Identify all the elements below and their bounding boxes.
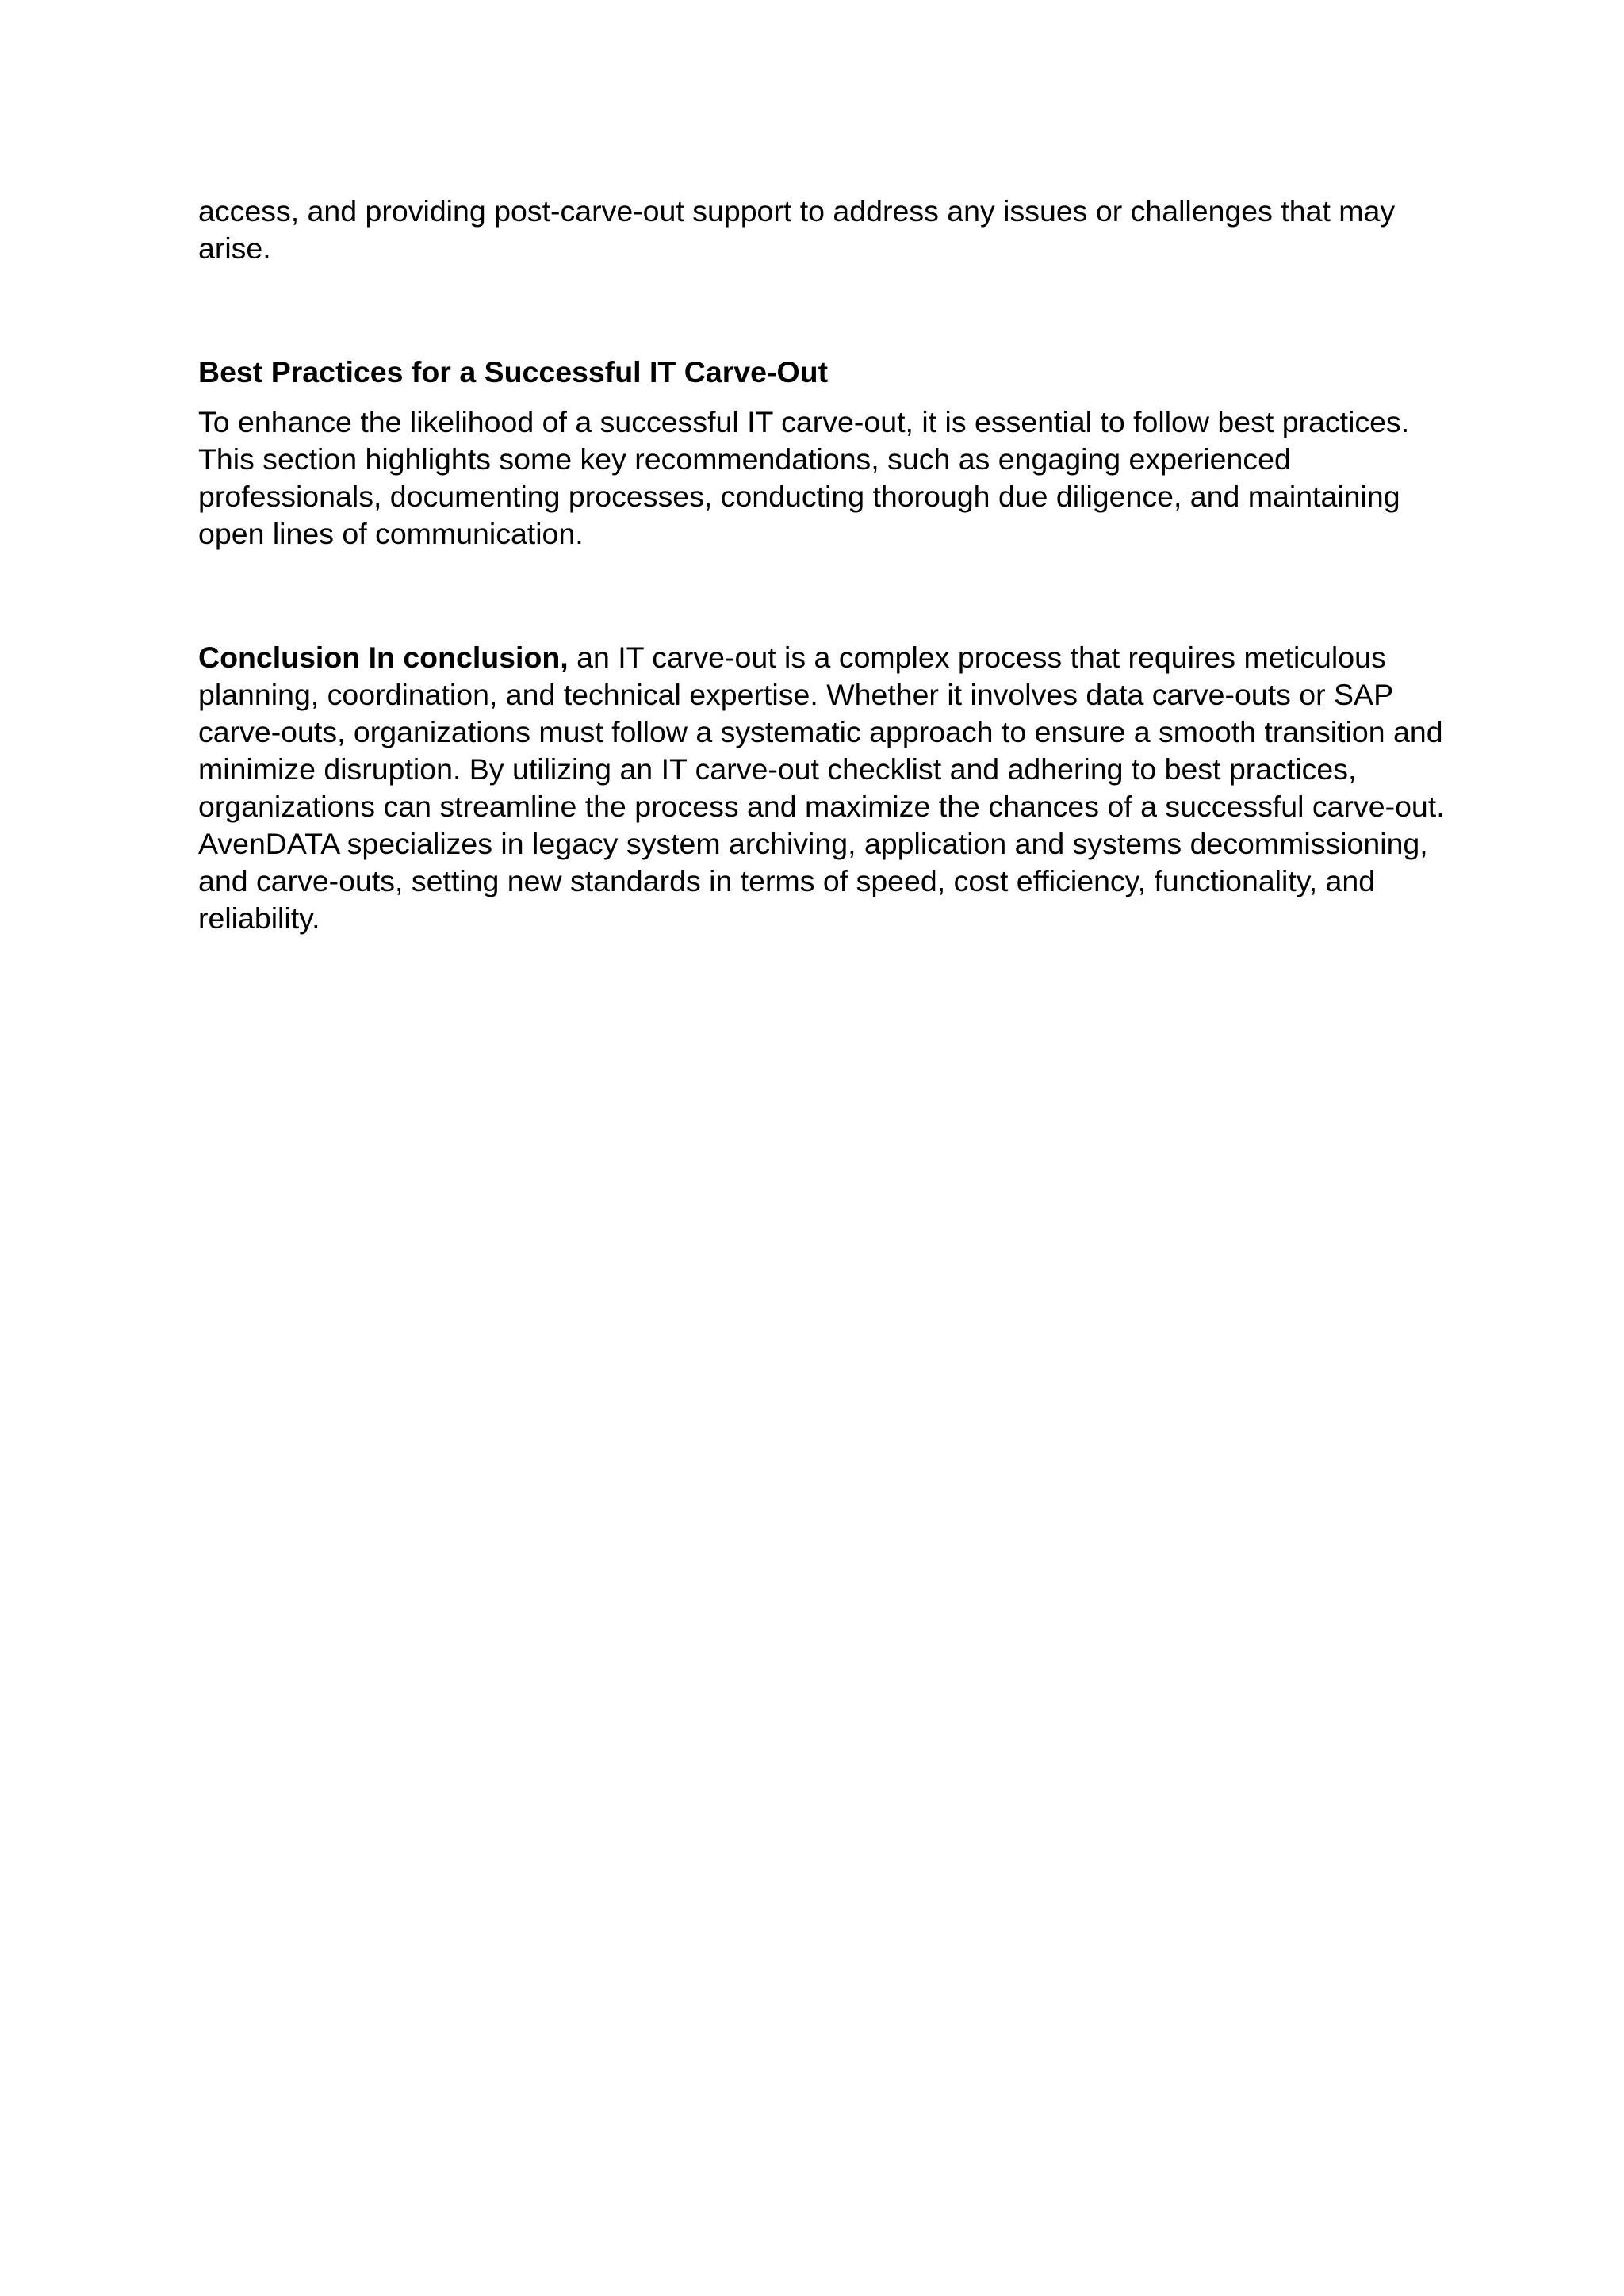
page-content: [198, 193, 1451, 937]
conclusion-lead: Conclusion In conclusion,: [198, 641, 569, 674]
continued-paragraph: access, and providing post-carve-out support to address any issues or challenges that may arise.: [198, 194, 1396, 265]
conclusion-paragraph: [198, 639, 1451, 937]
best-practices-paragraph: To enhance the likelihood of a successful IT carve-out, it is essential to follow best practices. This section highlights some key recommendations, such as engaging experienced professionals, documenting processes, conducting thorough due diligence, and maintaining open lines of communication.: [198, 405, 1410, 550]
conclusion-body: an IT carve-out is a complex process that requires meticulous planning, coordination, and technical expertise. Whether it involves data carve-outs or SAP carve-outs, organizations must follow a systematic approach to ensure a smooth transition and minimize disruption. By utilizing an IT carve-out checklist and adhering to best practices, organizations can streamline the process and maximize the chances of a successful carve-out. AvenDATA specializes in legacy system archiving, application and systems decommissioning, and carve-outs, setting new standards in terms of speed, cost efficiency, functionality, and reliability.: [198, 641, 1445, 935]
best-practices-heading: Best Practices for a Successful IT Carve-Out: [198, 355, 829, 388]
